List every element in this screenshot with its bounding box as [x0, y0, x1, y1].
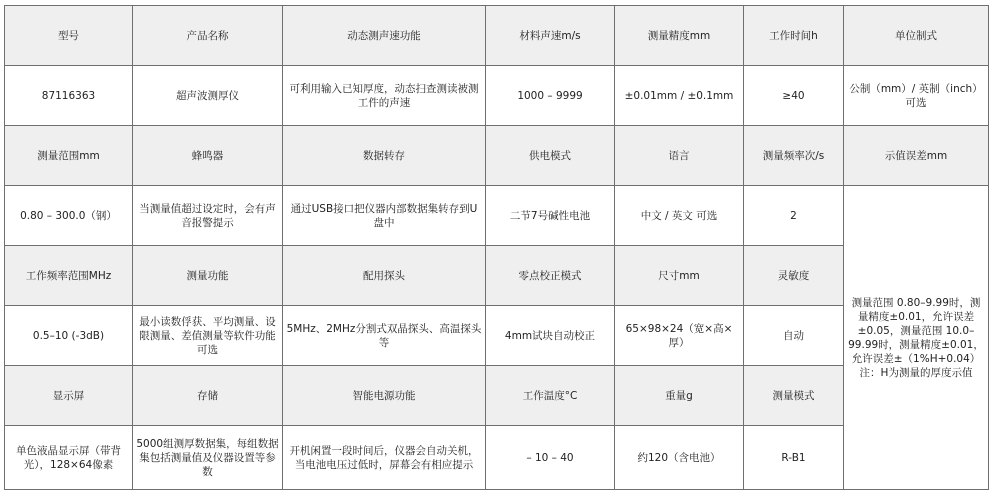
value-cell-smart-power: 开机闲置一段时间后，仪器会自动关机，当电池电压过低时，屏幕会有相应提示	[283, 426, 486, 490]
header-cell-language: 语言	[615, 126, 744, 186]
header-cell-measuring-range: 测量范围mm	[5, 126, 133, 186]
header-cell-sensitivity: 灵敏度	[744, 246, 844, 306]
value-cell-data-transfer: 通过USB接口把仪器内部数据集转存到U盘中	[283, 186, 486, 246]
header-cell-measuring-frequency: 测量频率次/s	[744, 126, 844, 186]
value-cell-operating-temperature: – 10 – 40	[486, 426, 615, 490]
spec-table	[4, 5, 989, 490]
value-cell-dimensions: 65×98×24（宽×高×厚）	[615, 306, 744, 366]
value-cell-display: 单色液晶显示屏（带背光），128×64像素	[5, 426, 133, 490]
header-cell-working-time: 工作时间h	[744, 6, 844, 66]
value-cell-indication-error: 测量范围 0.80–9.99时，测量精度±0.01，允许误差±0.05，测量范围 10.0–99.99时，测量精度±0.01，允许误差±（1%H+0.04）注：H为测量的厚度示值	[844, 186, 989, 490]
value-cell-zero-calibration: 4mm试块自动校正	[486, 306, 615, 366]
header-row-3	[5, 246, 989, 306]
header-cell-zero-calibration: 零点校正模式	[486, 246, 615, 306]
value-row-2	[5, 186, 989, 246]
value-cell-weight: 约120（含电池）	[615, 426, 744, 490]
value-cell-buzzer: 当测量值超过设定时，会有声音报警提示	[133, 186, 283, 246]
header-cell-indication-error: 示值误差mm	[844, 126, 989, 186]
value-row-4	[5, 426, 989, 490]
header-cell-dimensions: 尺寸mm	[615, 246, 744, 306]
value-cell-storage: 5000组测厚数据集，每组数据集包括测量值及仪器设置等参数	[133, 426, 283, 490]
value-cell-frequency-range: 0.5–10 (-3dB)	[5, 306, 133, 366]
value-cell-probes: 5MHz、2MHz分割式双晶探头、高温探头等	[283, 306, 486, 366]
value-cell-product-name: 超声波测厚仪	[133, 66, 283, 126]
value-cell-measuring-frequency: 2	[744, 186, 844, 246]
header-cell-dynamic-sound-speed: 动态测声速功能	[283, 6, 486, 66]
value-cell-accuracy: ±0.01mm / ±0.1mm	[615, 66, 744, 126]
value-cell-power-mode: 二节7号碱性电池	[486, 186, 615, 246]
value-cell-measuring-function: 最小读数俘获、平均测量、设限测量、差值测量等软件功能可选	[133, 306, 283, 366]
value-cell-measuring-mode: R-B1	[744, 426, 844, 490]
value-cell-unit-system: 公制（mm）/ 英制（inch）可选	[844, 66, 989, 126]
header-cell-operating-temperature: 工作温度°C	[486, 366, 615, 426]
header-row-1	[5, 6, 989, 66]
value-cell-sensitivity: 自动	[744, 306, 844, 366]
value-cell-language: 中文 / 英文 可选	[615, 186, 744, 246]
header-cell-buzzer: 蜂鸣器	[133, 126, 283, 186]
header-row-2	[5, 126, 989, 186]
value-cell-working-time: ≥40	[744, 66, 844, 126]
header-cell-unit-system: 单位制式	[844, 6, 989, 66]
value-cell-material-sound-speed: 1000 – 9999	[486, 66, 615, 126]
header-cell-data-transfer: 数据转存	[283, 126, 486, 186]
header-cell-smart-power: 智能电源功能	[283, 366, 486, 426]
header-cell-frequency-range: 工作频率范围MHz	[5, 246, 133, 306]
value-cell-model: 87116363	[5, 66, 133, 126]
header-cell-model: 型号	[5, 6, 133, 66]
value-cell-measuring-range: 0.80 – 300.0（钢）	[5, 186, 133, 246]
value-cell-dynamic-sound-speed: 可利用输入已知厚度，动态扫查测读被测工件的声速	[283, 66, 486, 126]
header-cell-display: 显示屏	[5, 366, 133, 426]
header-cell-storage: 存储	[133, 366, 283, 426]
header-cell-product-name: 产品名称	[133, 6, 283, 66]
header-cell-material-sound-speed: 材料声速m/s	[486, 6, 615, 66]
header-cell-measuring-function: 测量功能	[133, 246, 283, 306]
header-cell-power-mode: 供电模式	[486, 126, 615, 186]
header-cell-accuracy: 测量精度mm	[615, 6, 744, 66]
header-cell-probes: 配用探头	[283, 246, 486, 306]
value-row-1	[5, 66, 989, 126]
header-row-4	[5, 366, 989, 426]
header-cell-weight: 重量g	[615, 366, 744, 426]
value-row-3	[5, 306, 989, 366]
header-cell-measuring-mode: 测量模式	[744, 366, 844, 426]
